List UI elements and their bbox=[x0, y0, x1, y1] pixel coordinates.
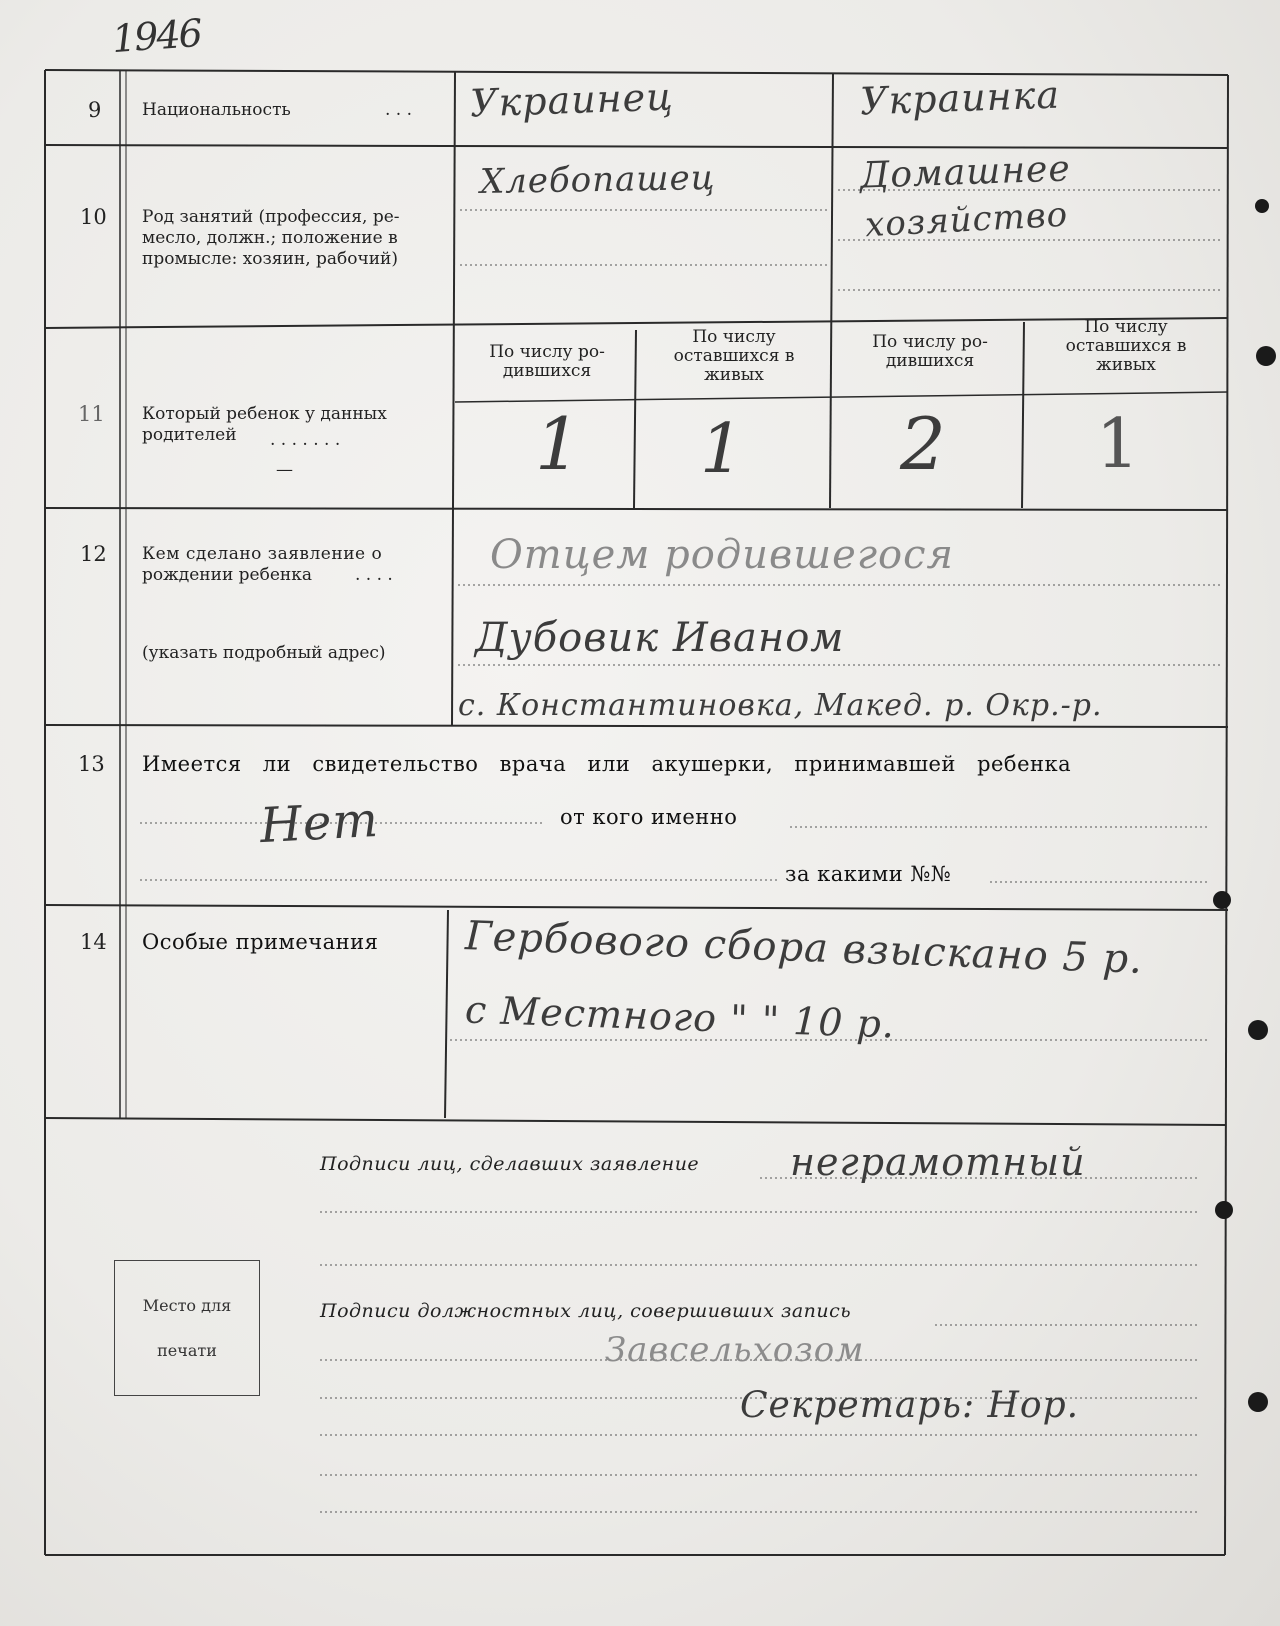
row-10-label-line3: промысле: хозяин, рабочий) bbox=[142, 249, 399, 269]
occupation-mother-line1: Домашнее bbox=[859, 148, 1072, 197]
row-12-dots: . . . . bbox=[355, 565, 393, 585]
officials-signatures-label: Подписи должностных лиц, совершивших запись bbox=[320, 1300, 852, 1322]
row-11-dash: — bbox=[276, 460, 293, 480]
row-10-number: 10 bbox=[80, 205, 107, 229]
official-signature-2: Секретарь: Нор. bbox=[740, 1385, 1080, 1426]
declarant-relation: Отцем родившегося bbox=[490, 532, 955, 578]
declarants-signatures-label: Подписи лиц, сделавших заявление bbox=[320, 1153, 700, 1175]
row-13-question: Имеется ли свидетельство врача или акушерки, принимавшей ребенка bbox=[142, 752, 1072, 776]
occupation-mother-line2: хозяйство bbox=[864, 194, 1070, 246]
declarant-signature: неграмотный bbox=[790, 1140, 1086, 1184]
subheader-born-mother: По числу ро- дившихся bbox=[872, 332, 988, 371]
certificate-answer: Нет bbox=[258, 791, 381, 855]
declarant-name: Дубовик Иваном bbox=[475, 615, 845, 661]
row-9-number: 9 bbox=[88, 98, 102, 122]
row-9-label: Национальность bbox=[142, 100, 291, 120]
declarant-address: с. Константиновка, Макед. р. Окр.-р. bbox=[458, 688, 1103, 723]
subheader-alive-father: По числу оставшихся в живых bbox=[673, 327, 795, 385]
row-12-label-line2: рождении ребенка bbox=[142, 565, 313, 585]
subheader-alive-mother: По числу оставшихся в живых bbox=[1065, 317, 1187, 375]
row-12-address-label: (указать подробный адрес) bbox=[142, 643, 386, 663]
row-10-label-line2: месло, должн.; положение в bbox=[142, 228, 398, 248]
official-signature-1: Завсельхозом bbox=[605, 1330, 865, 1370]
notes-line1: Гербового сбора взыскано 5 р. bbox=[464, 913, 1144, 983]
row-11-label-line1: Который ребенок у данных bbox=[142, 404, 387, 424]
nationality-mother: Украинка bbox=[859, 72, 1061, 124]
row-10-label-line1: Род занятий (профессия, ре- bbox=[142, 207, 400, 227]
row-11-number: 11 bbox=[78, 402, 105, 426]
row-13-number: 13 bbox=[78, 752, 105, 776]
row-12-number: 12 bbox=[80, 542, 107, 566]
born-mother-count: 2 bbox=[900, 402, 947, 486]
nationality-father: Украинец bbox=[469, 74, 675, 126]
stamp-label-line2: печати bbox=[157, 1341, 217, 1360]
occupation-father: Хлебопашец bbox=[479, 157, 716, 203]
archive-year-note: 1946 bbox=[110, 10, 203, 62]
alive-mother-count: 1 bbox=[1096, 405, 1141, 484]
row-14-number: 14 bbox=[80, 930, 107, 954]
row-11-label-line2: родителей bbox=[142, 425, 237, 445]
subheader-born-father: По числу ро- дившихся bbox=[489, 342, 605, 381]
row-11-dots: . . . . . . . bbox=[270, 430, 341, 450]
row-9-dots: . . . bbox=[385, 100, 413, 120]
notes-line2: с Местного " " 10 р. bbox=[464, 987, 896, 1047]
row-13-numbers-label: за какими №№ bbox=[785, 862, 952, 886]
row-13-from-whom-label: от кого именно bbox=[560, 805, 738, 829]
row-14-label: Особые примечания bbox=[142, 930, 379, 954]
stamp-label-line1: Место для bbox=[142, 1296, 232, 1315]
alive-father-count: 1 bbox=[700, 410, 745, 489]
born-father-count: 1 bbox=[535, 402, 582, 486]
row-12-label-line1: Кем сделано заявление о bbox=[142, 544, 383, 564]
